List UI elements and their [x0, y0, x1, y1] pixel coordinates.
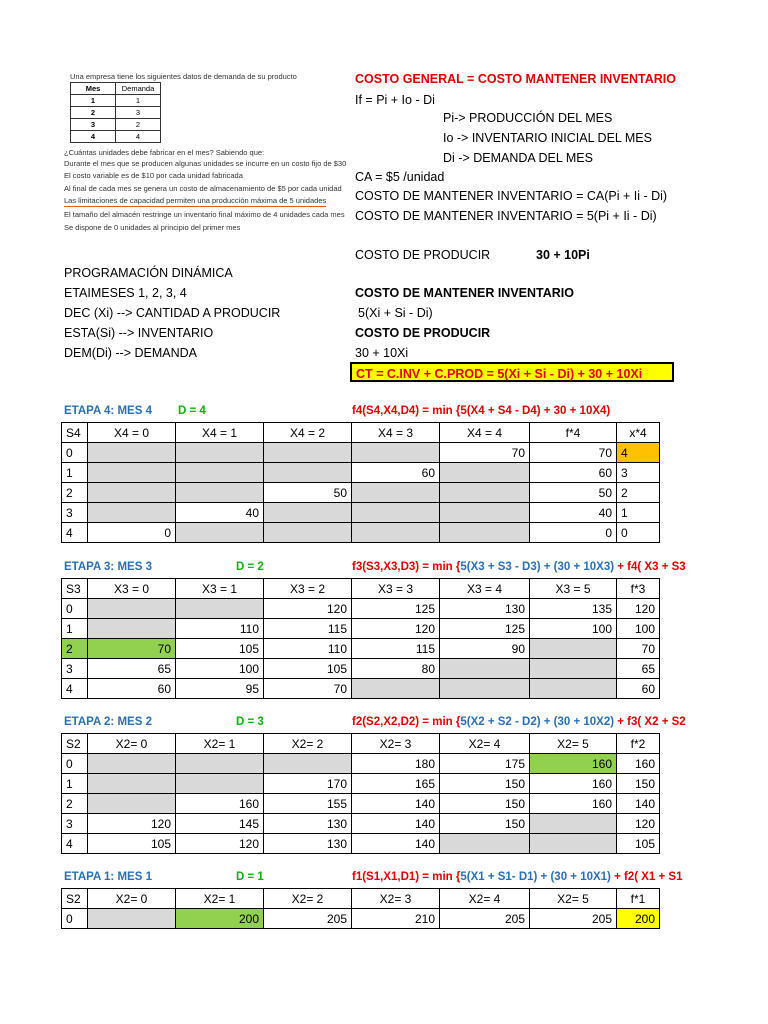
- table-cell: 70: [264, 679, 352, 699]
- table-row: [62, 794, 660, 814]
- table-cell: 150: [617, 774, 660, 794]
- table-cell: [440, 483, 530, 503]
- table-cell: 150: [440, 814, 530, 834]
- table-cell: 160: [530, 794, 617, 814]
- table-cell: 140: [352, 794, 440, 814]
- header-cell: X2= 5: [530, 889, 617, 909]
- table-cell: 3: [62, 503, 88, 523]
- header-cell: f*1: [617, 889, 660, 909]
- table-cell: 60: [617, 679, 660, 699]
- table-cell: 200: [617, 909, 660, 929]
- table-cell: 160: [617, 754, 660, 774]
- table-cell: [88, 794, 176, 814]
- header-cell: X4 = 4: [440, 423, 530, 443]
- table-cell: 140: [352, 814, 440, 834]
- cp-formula: 30 + 10Xi: [355, 346, 409, 360]
- stage3-table: [61, 578, 660, 699]
- table-cell: 3: [62, 814, 88, 834]
- table-cell: 140: [352, 834, 440, 854]
- table-cell: [530, 834, 617, 854]
- header-cell: X4 = 2: [264, 423, 352, 443]
- table-cell: 145: [176, 814, 264, 834]
- table-row: [62, 834, 660, 854]
- table-cell: 40: [530, 503, 617, 523]
- header-cell: X3 = 1: [176, 579, 264, 599]
- header-cell: x*4: [617, 423, 660, 443]
- table-cell: 0: [62, 599, 88, 619]
- table-cell: [176, 599, 264, 619]
- dp-demand: DEM(Di) --> DEMANDA: [64, 346, 197, 360]
- table-cell: [264, 523, 352, 543]
- demand-cell: 3: [71, 119, 116, 131]
- header-cell: X2= 2: [264, 734, 352, 754]
- table-cell: 105: [617, 834, 660, 854]
- table-cell: 60: [352, 463, 440, 483]
- table-cell: [176, 523, 264, 543]
- table-cell: 110: [176, 619, 264, 639]
- table-cell: 70: [440, 443, 530, 463]
- problem-line: El costo variable es de $10 por cada unidad fabricada: [64, 171, 243, 180]
- table-cell: 205: [264, 909, 352, 929]
- pi-definition: Pi-> PRODUCCIÓN DEL MES: [443, 111, 613, 125]
- table-cell: [264, 754, 352, 774]
- table-cell: 100: [176, 659, 264, 679]
- header-cell: X2= 4: [440, 734, 530, 754]
- table-cell: [264, 443, 352, 463]
- table-row: [62, 639, 660, 659]
- table-cell: 1: [62, 619, 88, 639]
- table-cell: 95: [176, 679, 264, 699]
- demand-cell: 2: [71, 107, 116, 119]
- stage2-table: [61, 733, 660, 854]
- header-cell: f*4: [530, 423, 617, 443]
- table-cell: 120: [617, 599, 660, 619]
- header-cell: X3 = 2: [264, 579, 352, 599]
- dp-state: ESTA(Si) --> INVENTARIO: [64, 326, 214, 340]
- table-cell: [176, 443, 264, 463]
- stage4-formula: f4(S4,X4,D4) = min {5(X4 + S4 - D4) + 30 + 10X4): [352, 405, 611, 417]
- table-cell: 0: [530, 523, 617, 543]
- table-cell: [176, 463, 264, 483]
- table-cell: [88, 619, 176, 639]
- table-cell: [352, 443, 440, 463]
- header-cell: X3 = 5: [530, 579, 617, 599]
- table-cell: 150: [440, 794, 530, 814]
- table-cell: [88, 909, 176, 929]
- table-cell: [530, 814, 617, 834]
- table-cell: 205: [530, 909, 617, 929]
- table-cell: 125: [352, 599, 440, 619]
- table-cell: [440, 463, 530, 483]
- demand-cell: 1: [116, 95, 161, 107]
- table-cell: [88, 463, 176, 483]
- table-cell: [176, 774, 264, 794]
- table-cell: 65: [88, 659, 176, 679]
- formula-part: f2(S2,X2,D2) = min {: [352, 716, 461, 728]
- header-cell: X2= 3: [352, 889, 440, 909]
- table-cell: 155: [264, 794, 352, 814]
- table-cell: 160: [530, 754, 617, 774]
- table-cell: 40: [176, 503, 264, 523]
- table-cell: 4: [62, 834, 88, 854]
- table-cell: 0: [62, 909, 88, 929]
- formula-part: + f3( X2 + S2: [614, 716, 686, 728]
- header-cell: X4 = 1: [176, 423, 264, 443]
- table-row: [62, 679, 660, 699]
- header-cell: X2= 2: [264, 889, 352, 909]
- table-cell: [440, 659, 530, 679]
- problem-line-underlined: Las limitaciones de capacidad permiten una producción máxima de 5 unidades: [64, 196, 327, 205]
- table-cell: 70: [530, 443, 617, 463]
- table-cell: [88, 754, 176, 774]
- header-cell: X3 = 0: [88, 579, 176, 599]
- table-cell: 105: [176, 639, 264, 659]
- header-cell: X3 = 4: [440, 579, 530, 599]
- table-cell: 4: [617, 443, 660, 463]
- table-cell: 110: [264, 639, 352, 659]
- table-cell: 105: [88, 834, 176, 854]
- formula-part: 5(X2 + S2 - D2) + (30 + 10X2): [460, 716, 615, 728]
- table-cell: [440, 523, 530, 543]
- stage4-label: ETAPA 4: MES 4: [64, 405, 152, 417]
- table-row: [62, 503, 660, 523]
- demand-cell: 1: [71, 95, 116, 107]
- demand-cell: 4: [116, 131, 161, 143]
- stage4-demand: D = 4: [178, 405, 206, 417]
- table-cell: 60: [88, 679, 176, 699]
- header-cell: X3 = 3: [352, 579, 440, 599]
- header-cell: f*2: [617, 734, 660, 754]
- header-cell: S4: [62, 423, 88, 443]
- table-cell: [88, 599, 176, 619]
- table-cell: [530, 679, 617, 699]
- table-cell: 4: [62, 523, 88, 543]
- table-cell: 170: [264, 774, 352, 794]
- dp-stages: ETAIMESES 1, 2, 3, 4: [64, 286, 187, 300]
- demand-cell: 3: [116, 107, 161, 119]
- table-cell: 105: [264, 659, 352, 679]
- stage3-formula: [352, 561, 686, 573]
- stage3-demand: D = 2: [236, 561, 264, 573]
- table-cell: 2: [62, 483, 88, 503]
- dp-decision: DEC (Xi) --> CANTIDAD A PRODUCIR: [64, 306, 281, 320]
- table-cell: 115: [352, 639, 440, 659]
- demand-cell: 4: [71, 131, 116, 143]
- table-cell: [530, 659, 617, 679]
- table-cell: [264, 463, 352, 483]
- problem-intro: Una empresa tiene los siguientes datos de demanda de su producto: [70, 72, 297, 81]
- header-cell: X4 = 0: [88, 423, 176, 443]
- formula-part: f3(S3,X3,D3) = min {: [352, 561, 461, 573]
- table-cell: 65: [617, 659, 660, 679]
- header-cell: S3: [62, 579, 88, 599]
- table-cell: [530, 639, 617, 659]
- table-cell: [176, 483, 264, 503]
- table-cell: 120: [264, 599, 352, 619]
- table-header-row: [62, 889, 660, 909]
- table-cell: [440, 503, 530, 523]
- header-cell: X2= 1: [176, 889, 264, 909]
- header-cell: X2= 1: [176, 734, 264, 754]
- problem-line: Al final de cada mes se genera un costo de almacenamiento de $5 por cada unidad: [64, 184, 342, 193]
- problem-line: Durante el mes que se producen algunas unidades se incurre en un costo fijo de $30: [64, 159, 347, 168]
- ca-value: CA = $5 /unidad: [355, 170, 445, 184]
- cmi-formula-1: COSTO DE MANTENER INVENTARIO = CA(Pi + Ii - Di): [355, 189, 668, 203]
- stage1-formula: [352, 871, 683, 883]
- table-cell: 1: [62, 774, 88, 794]
- table-cell: 120: [352, 619, 440, 639]
- table-cell: 80: [352, 659, 440, 679]
- header-cell: S2: [62, 734, 88, 754]
- table-cell: 90: [440, 639, 530, 659]
- stage2-demand: D = 3: [236, 716, 264, 728]
- table-row: [62, 483, 660, 503]
- table-row: [62, 523, 660, 543]
- dp-title: PROGRAMACIÓN DINÁMICA: [64, 266, 233, 280]
- table-cell: 1: [62, 463, 88, 483]
- table-cell: [264, 503, 352, 523]
- table-header-row: [62, 423, 660, 443]
- table-cell: 60: [530, 463, 617, 483]
- table-row: [62, 754, 660, 774]
- problem-line: Se dispone de 0 unidades al principio del primer mes: [64, 223, 241, 232]
- header-cell: X2= 0: [88, 889, 176, 909]
- table-row: [62, 909, 660, 929]
- table-cell: 100: [530, 619, 617, 639]
- stage3-label: ETAPA 3: MES 3: [64, 561, 152, 573]
- cp-title: COSTO DE PRODUCIR: [355, 326, 491, 340]
- table-cell: 2: [62, 639, 88, 659]
- table-cell: 200: [176, 909, 264, 929]
- io-definition: Io -> INVENTARIO INICIAL DEL MES: [443, 131, 652, 145]
- total-cost-box: CT = C.INV + C.PROD = 5(Xi + Si - Di) + 30 + 10Xi: [350, 362, 674, 382]
- demand-header-demanda: Demanda: [116, 83, 161, 95]
- table-cell: 50: [264, 483, 352, 503]
- table-header-row: [62, 734, 660, 754]
- table-cell: [352, 483, 440, 503]
- table-cell: 135: [530, 599, 617, 619]
- table-cell: 2: [62, 794, 88, 814]
- header-cell: f*3: [617, 579, 660, 599]
- table-cell: 4: [62, 679, 88, 699]
- table-cell: 50: [530, 483, 617, 503]
- header-cell: X2= 3: [352, 734, 440, 754]
- table-cell: 210: [352, 909, 440, 929]
- table-row: [62, 619, 660, 639]
- table-cell: 125: [440, 619, 530, 639]
- table-row: [62, 599, 660, 619]
- cmi-title: COSTO DE MANTENER INVENTARIO: [355, 286, 574, 300]
- formula-part: + f4( X3 + S3: [614, 561, 686, 573]
- problem-line: ¿Cuántas unidades debe fabricar en el mes? Sabiendo que:: [64, 148, 265, 157]
- table-cell: 165: [352, 774, 440, 794]
- stage1-demand: D = 1: [236, 871, 264, 883]
- table-header-row: [62, 579, 660, 599]
- cost-produce-value: 30 + 10Pi: [536, 248, 590, 262]
- table-row: [62, 774, 660, 794]
- table-cell: 0: [62, 443, 88, 463]
- inventory-formula: If = Pi + Io - Di: [355, 93, 435, 107]
- cmi-formula-2: COSTO DE MANTENER INVENTARIO = 5(Pi + Ii - Di): [355, 209, 657, 223]
- stage2-label: ETAPA 2: MES 2: [64, 716, 152, 728]
- header-cell: S2: [62, 889, 88, 909]
- header-cell: X4 = 3: [352, 423, 440, 443]
- cost-general-title: COSTO GENERAL = COSTO MANTENER INVENTARIO: [355, 72, 676, 86]
- table-cell: 180: [352, 754, 440, 774]
- table-cell: [440, 679, 530, 699]
- table-cell: [88, 443, 176, 463]
- table-cell: 160: [176, 794, 264, 814]
- table-cell: [176, 754, 264, 774]
- stage2-formula: [352, 716, 686, 728]
- table-cell: [88, 503, 176, 523]
- formula-part: 5(X3 + S3 - D3) + (30 + 10X3): [460, 561, 615, 573]
- header-cell: X2= 4: [440, 889, 530, 909]
- table-cell: 130: [264, 814, 352, 834]
- demand-header-mes: Mes: [71, 83, 116, 95]
- table-cell: 120: [617, 814, 660, 834]
- table-cell: 140: [617, 794, 660, 814]
- stage1-table: [61, 888, 660, 929]
- table-cell: 130: [440, 599, 530, 619]
- table-cell: 130: [264, 834, 352, 854]
- cmi-formula: 5(Xi + Si - Di): [358, 306, 433, 320]
- table-cell: 120: [176, 834, 264, 854]
- table-cell: 160: [530, 774, 617, 794]
- table-cell: 115: [264, 619, 352, 639]
- stage1-label: ETAPA 1: MES 1: [64, 871, 152, 883]
- table-row: [62, 463, 660, 483]
- header-cell: X2= 5: [530, 734, 617, 754]
- table-cell: 100: [617, 619, 660, 639]
- table-cell: [352, 523, 440, 543]
- table-cell: [88, 774, 176, 794]
- table-cell: 120: [88, 814, 176, 834]
- table-cell: 3: [617, 463, 660, 483]
- table-cell: [352, 679, 440, 699]
- table-row: [62, 659, 660, 679]
- table-cell: [88, 483, 176, 503]
- formula-part: 5(X1 + S1- D1) + (30 + 10X1): [460, 871, 611, 883]
- demand-cell: 2: [116, 119, 161, 131]
- table-cell: 3: [62, 659, 88, 679]
- formula-part: + f2( X1 + S1: [610, 871, 683, 883]
- formula-part: f1(S1,X1,D1) = min {: [352, 871, 461, 883]
- table-row: [62, 814, 660, 834]
- table-cell: 70: [617, 639, 660, 659]
- header-cell: X2= 0: [88, 734, 176, 754]
- problem-line: El tamaño del almacén restringe un inventario final máximo de 4 unidades cada mes: [64, 210, 345, 219]
- table-cell: 0: [62, 754, 88, 774]
- table-cell: 175: [440, 754, 530, 774]
- stage4-table: [61, 422, 660, 543]
- table-row: [62, 443, 660, 463]
- table-cell: 1: [617, 503, 660, 523]
- di-definition: Di -> DEMANDA DEL MES: [443, 151, 593, 165]
- table-cell: 70: [88, 639, 176, 659]
- table-cell: 150: [440, 774, 530, 794]
- cost-produce-label: COSTO DE PRODUCIR: [355, 248, 491, 262]
- table-cell: [352, 503, 440, 523]
- demand-table: [70, 82, 161, 143]
- table-cell: 0: [88, 523, 176, 543]
- table-cell: 205: [440, 909, 530, 929]
- table-cell: [440, 834, 530, 854]
- table-cell: 2: [617, 483, 660, 503]
- table-cell: 0: [617, 523, 660, 543]
